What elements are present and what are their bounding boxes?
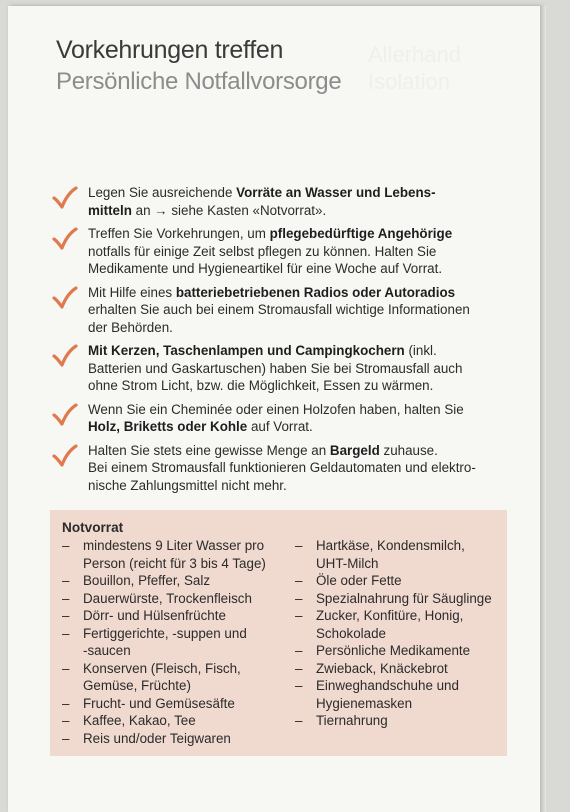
notvorrat-item (62, 695, 287, 713)
dash-bullet: – (62, 608, 70, 623)
notvorrat-item (295, 590, 505, 608)
bold-text: Bargeld (329, 442, 380, 458)
notvorrat-list-left (62, 537, 287, 747)
dash-bullet: – (62, 695, 70, 711)
checkmark-icon (52, 286, 78, 310)
notvorrat-item-text: Hygienemasken (316, 695, 413, 711)
notvorrat-item (62, 572, 287, 590)
body-text: Halten Sie stets eine gewisse Menge an (88, 442, 330, 458)
dash-bullet: – (295, 660, 303, 676)
notvorrat-item-text: Kaffee, Kakao, Tee (83, 713, 196, 728)
notvorrat-item-text: Hartkäse, Kondensmilch, (316, 538, 465, 553)
ghost-line-1: Allerhand (368, 42, 461, 67)
notvorrat-item (295, 642, 505, 660)
notvorrat-item-text: Persönliche Medikamente (316, 643, 471, 658)
notvorrat-list-right (295, 537, 505, 730)
notvorrat-item-text: Dörr- und Hülsenfrüchte (83, 608, 226, 623)
notvorrat-item (62, 607, 287, 625)
dash-bullet: – (295, 643, 303, 658)
checkmark-icon (52, 444, 78, 468)
dash-bullet: – (62, 660, 70, 676)
notvorrat-item (295, 677, 505, 712)
notvorrat-item (295, 660, 505, 678)
notvorrat-item (62, 625, 287, 660)
notvorrat-item (295, 537, 505, 572)
notvorrat-item (62, 730, 287, 748)
body-text: erhalten Sie auch bei einem Stromausfall wichtige Informationen (88, 302, 470, 317)
page-subtitle: Persönliche Notfallvorsorge (56, 68, 342, 95)
brochure-page (8, 6, 540, 812)
notvorrat-item-text: Reis und/oder Teigwaren (83, 730, 231, 746)
notvorrat-item-text: Dauerwürste, Trockenfleisch (83, 590, 252, 606)
dash-bullet: – (295, 590, 303, 606)
notvorrat-item (62, 537, 287, 572)
notvorrat-item-text: Person (reicht für 3 bis 4 Tage) (83, 555, 266, 571)
body-text: an → siehe Kasten «Notvorrat». (131, 202, 327, 218)
notvorrat-item-text: Einweghandschuhe und (316, 678, 459, 693)
checklist-item (52, 225, 512, 278)
body-text: (inkl. (404, 343, 437, 358)
bold-text: mitteln (88, 202, 132, 218)
body-text: Bei einem Stromausfall funktionieren Geldautomaten und elektro- (88, 460, 476, 475)
notvorrat-item-text: Spezialnahrung für Säuglinge (316, 590, 492, 606)
bleed-through-text (368, 41, 540, 95)
checklist-item (52, 401, 512, 436)
dash-bullet: – (62, 538, 70, 553)
checklist-item (52, 184, 512, 219)
body-text: ohne Strom Licht, bzw. die Möglichkeit, Essen zu wärmen. (88, 378, 434, 393)
dash-bullet: – (62, 730, 70, 746)
dash-bullet: – (62, 590, 70, 606)
checkmark-icon (52, 227, 78, 251)
checklist-item (52, 284, 512, 337)
dash-bullet: – (62, 573, 70, 588)
notvorrat-item-text: mindestens 9 Liter Wasser pro (83, 538, 265, 553)
bold-text: batteriebetriebenen Radios oder Autoradios (175, 284, 456, 300)
body-text: Batterien und Gaskartuschen) haben Sie bei Stromausfall auch (88, 360, 463, 376)
dash-bullet: – (295, 573, 303, 588)
notvorrat-item-text: UHT-Milch (316, 555, 379, 571)
dash-bullet: – (295, 678, 303, 693)
notvorrat-item (295, 607, 505, 642)
body-text: nische Zahlungsmittel nicht mehr. (88, 477, 287, 493)
dash-bullet: – (62, 713, 70, 728)
checklist-item (52, 342, 512, 395)
notvorrat-item-text: Schokolade (316, 625, 386, 641)
dash-bullet: – (62, 625, 70, 641)
body-text: Treffen Sie Vorkehrungen, um (88, 226, 270, 241)
notvorrat-item-text: Öle oder Fette (316, 573, 402, 588)
dash-bullet: – (295, 608, 303, 623)
notvorrat-item (62, 590, 287, 608)
ghost-line-2: Isolation (368, 69, 450, 94)
notvorrat-item-text: Gemüse, Früchte) (83, 678, 191, 693)
body-text: Mit Hilfe eines (88, 284, 176, 300)
notvorrat-item (295, 572, 505, 590)
notvorrat-item-text: -saucen (83, 643, 131, 658)
dash-bullet: – (295, 713, 303, 728)
checklist-item (52, 442, 512, 495)
notvorrat-item (62, 660, 287, 695)
body-text: Medikamente und Hygieneartikel für eine Woche auf Vorrat. (88, 261, 443, 276)
notvorrat-item-text: Zwieback, Knäckebrot (316, 660, 448, 676)
body-text: Wenn Sie ein Cheminée oder einen Holzofen haben, halten Sie (88, 401, 464, 417)
body-text: Legen Sie ausreichende (88, 185, 237, 200)
dash-bullet: – (295, 538, 303, 553)
body-text: zuhause. (379, 442, 438, 458)
notvorrat-item-text: Bouillon, Pfeffer, Salz (83, 573, 211, 588)
notvorrat-item-text: Konserven (Fleisch, Fisch, (83, 660, 241, 676)
notvorrat-item-text: Fertiggerichte, -suppen und (83, 625, 247, 641)
body-text: der Behörden. (88, 319, 173, 335)
checkmark-icon (52, 186, 78, 210)
bold-text: Vorräte an Wasser und Lebens- (236, 185, 436, 200)
checklist (52, 184, 512, 500)
checkmark-icon (52, 344, 78, 368)
notvorrat-item (62, 712, 287, 730)
bold-text: pflegebedürftige Angehörige (269, 226, 453, 241)
notvorrat-item-text: Tiernahrung (316, 713, 388, 728)
notvorrat-item-text: Zucker, Konfitüre, Honig, (316, 608, 464, 623)
bold-text: Holz, Briketts oder Kohle (88, 419, 248, 434)
checkmark-icon (52, 403, 78, 427)
body-text: auf Vorrat. (247, 419, 313, 434)
notvorrat-box (50, 510, 507, 756)
bold-text: Mit Kerzen, Taschenlampen und Campingkochern (88, 343, 405, 358)
body-text: notfalls für einige Zeit selbst pflegen zu können. Halten Sie (88, 243, 437, 259)
page-title: Vorkehrungen treffen (56, 36, 284, 64)
notvorrat-item-text: Frucht- und Gemüsesäfte (83, 695, 235, 711)
notvorrat-title: Notvorrat (62, 520, 124, 535)
notvorrat-item (295, 712, 505, 730)
